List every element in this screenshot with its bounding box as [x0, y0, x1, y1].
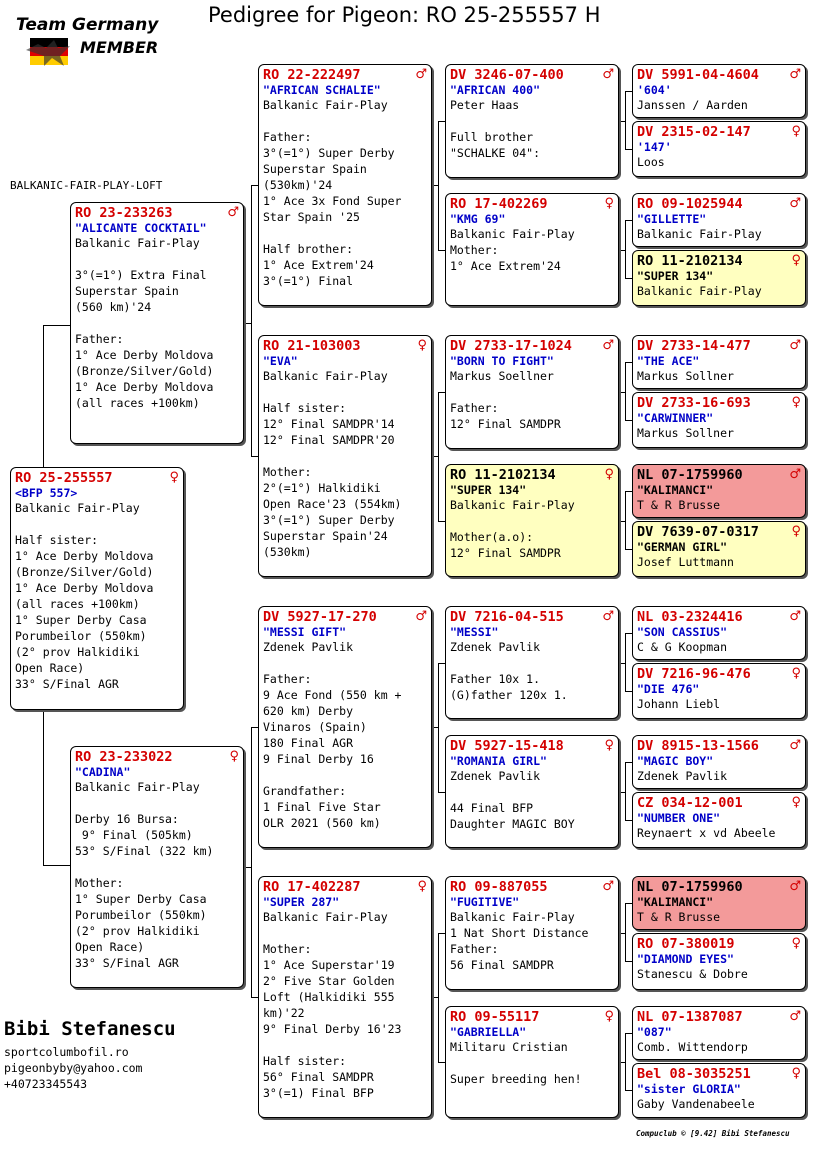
owner: Zdenek Pavlik — [637, 769, 728, 783]
pigeon-name: "KMG 69" — [450, 212, 506, 226]
pigeon-name: "DIAMOND EYES" — [637, 952, 734, 966]
connector-line — [625, 1033, 632, 1034]
ring-number: DV 7639-07-0317 — [637, 524, 759, 540]
pigeon-card-gen5-9 — [632, 606, 806, 660]
pigeon-name: "GERMAN GIRL" — [637, 540, 728, 554]
pigeon-card-dam-sire — [258, 606, 432, 848]
owner: Balkanic Fair-Play — [15, 501, 140, 515]
pigeon-card-gen5-6 — [632, 392, 806, 448]
pigeon-notes: Mother(a.o): 12° Final SAMDPR — [450, 530, 561, 560]
ring-number: RO 25-255557 — [15, 470, 113, 486]
pigeon-notes: Derby 16 Bursa: 9° Final (505km) 53° S/Final (322 km) Mother: 1° Super Derby Casa Porumbeilor (550km) (2° prov Halkidiki Open Race) 33° S/Final AGR — [75, 812, 214, 970]
female-icon: ♀ — [604, 467, 614, 482]
connector-line — [438, 250, 445, 251]
pigeon-notes: 1 Nat Short Distance Father: 56 Final SAMDPR — [450, 926, 589, 972]
male-icon: ♂ — [789, 1009, 801, 1024]
owner: Gaby Vandenabeele — [637, 1097, 755, 1111]
ring-number: CZ 034-12-001 — [637, 795, 743, 811]
connector-line — [625, 362, 632, 363]
pigeon-notes: Half sister: 12° Final SAMDPR'14 12° Final SAMDPR'20 Mother: 2°(=1°) Halkidiki Open Race'23 (554km) 3°(=1°) Super Derby Superstar Spain'24 (530km) — [263, 401, 402, 559]
male-icon: ♂ — [602, 879, 614, 894]
breeder-contact — [4, 1044, 142, 1092]
connector-line — [43, 865, 70, 866]
pigeon-name: "ROMANIA GIRL" — [450, 754, 547, 768]
pigeon-name: "MAGIC BOY" — [637, 754, 714, 768]
connector-line — [251, 185, 258, 186]
connector-line — [625, 549, 632, 550]
pigeon-name: "NUMBER ONE" — [637, 811, 721, 825]
pigeon-name: "MESSI" — [450, 625, 499, 639]
connector-line — [625, 491, 632, 492]
male-icon: ♂ — [415, 67, 427, 82]
pigeon-card-gen5-11 — [632, 735, 806, 789]
pigeon-card-gen5-1 — [632, 64, 806, 118]
male-icon: ♂ — [602, 338, 614, 353]
pigeon-card-gen5-5 — [632, 335, 806, 389]
male-icon: ♂ — [415, 609, 427, 624]
ring-number: DV 7216-96-476 — [637, 666, 751, 682]
ring-number: DV 7216-04-515 — [450, 609, 564, 625]
owner: Zdenek Pavlik — [450, 769, 541, 783]
pigeon-card-sire-sire — [258, 64, 432, 306]
ring-number: RO 22-222497 — [263, 67, 361, 83]
phone-number: +40723345543 — [4, 1077, 88, 1091]
ring-number: DV 2733-14-477 — [637, 338, 751, 354]
ring-number: RO 09-1025944 — [637, 196, 743, 212]
pigeon-notes: Mother: 1° Ace Superstar'19 2° Five Star Golden Loft (Halkidiki 555 km)'22 9° Final Derby 16'23 Half sister: 56° Final SAMDPR 3°(=1) Final BFP — [263, 942, 402, 1100]
team-germany-logo — [14, 14, 174, 70]
female-icon: ♀ — [791, 936, 801, 951]
ring-number: DV 2315-02-147 — [637, 124, 751, 140]
connector-line — [244, 867, 251, 868]
owner: Balkanic Fair-Play — [450, 910, 575, 924]
pigeon-name: "SUPER 287" — [263, 895, 340, 909]
logo-text: MEMBER — [80, 38, 159, 57]
pigeon-name: "SON CASSIUS" — [637, 625, 728, 639]
owner: T & R Brusse — [637, 910, 721, 924]
pigeon-card-gen5-14 — [632, 933, 806, 990]
pigeon-name: '604' — [637, 83, 672, 97]
connector-line — [438, 121, 445, 122]
connector-line — [438, 392, 439, 521]
pigeon-name: "SUPER 134" — [450, 483, 527, 497]
pigeon-notes: Full brother "SCHALKE 04": — [450, 130, 541, 160]
pigeon-card-sss — [445, 64, 619, 178]
connector-line — [625, 91, 626, 149]
ring-number: RO 21-103003 — [263, 338, 361, 354]
ring-number: RO 07-380019 — [637, 936, 735, 952]
connector-line — [43, 325, 44, 467]
male-icon: ♂ — [789, 196, 801, 211]
ring-number: NL 07-1759960 — [637, 467, 743, 483]
page-title: Pedigree for Pigeon: RO 25-255557 H — [208, 3, 601, 27]
pigeon-card-sdd — [445, 464, 619, 577]
male-icon: ♂ — [602, 609, 614, 624]
logo-text: Team Germany — [16, 15, 159, 35]
pigeon-notes: Mother: 1° Ace Extrem'24 — [450, 243, 561, 273]
female-icon: ♀ — [604, 196, 614, 211]
owner: Zdenek Pavlik — [450, 640, 541, 654]
connector-line — [625, 691, 632, 692]
pigeon-name: "CADINA" — [75, 765, 131, 779]
pigeon-notes: 44 Final BFP Daughter MAGIC BOY — [450, 801, 575, 831]
connector-line — [251, 727, 258, 728]
owner: Stanescu & Dobre — [637, 967, 748, 981]
connector-line — [625, 633, 626, 691]
connector-line — [251, 727, 252, 997]
pigeon-notes: Father 10x 1. (G)father 120x 1. — [450, 672, 568, 702]
pigeon-card-dds — [445, 876, 619, 990]
ring-number: DV 3246-07-400 — [450, 67, 564, 83]
owner: Markus Sollner — [637, 369, 734, 383]
pigeon-name: "THE ACE" — [637, 354, 700, 368]
pigeon-name: "087" — [637, 1025, 672, 1039]
connector-line — [625, 420, 632, 421]
connector-line — [438, 933, 439, 1062]
ring-number: RO 09-55117 — [450, 1009, 540, 1025]
owner: Johann Liebl — [637, 697, 721, 711]
connector-line — [43, 710, 44, 865]
connector-line — [43, 325, 70, 326]
owner: Peter Haas — [450, 98, 520, 112]
male-icon: ♂ — [789, 738, 801, 753]
ring-number: NL 07-1387087 — [637, 1009, 743, 1025]
owner: Balkanic Fair-Play — [75, 236, 200, 250]
connector-line — [625, 278, 632, 279]
website-link[interactable]: sportcolumbofil.ro — [4, 1045, 129, 1059]
connector-line — [438, 392, 445, 393]
female-icon: ♀ — [791, 124, 801, 139]
pigeon-card-gen5-13 — [632, 876, 806, 930]
male-icon: ♂ — [227, 205, 239, 220]
pigeon-name: '147' — [637, 140, 672, 154]
male-icon: ♂ — [789, 467, 801, 482]
connector-line — [625, 820, 632, 821]
pigeon-card-gen5-8 — [632, 521, 806, 577]
pigeon-notes: Father: 9 Ace Fond (550 km + 620 km) Derby Vinaros (Spain) 180 Final AGR 9 Final Derby 16 Grandfather: 1 Final Five Star OLR 2021 (560 km) — [263, 672, 402, 830]
owner: Balkanic Fair-Play — [75, 780, 200, 794]
ring-number: RO 09-887055 — [450, 879, 548, 895]
connector-line — [625, 91, 632, 92]
pigeon-card-sire — [70, 202, 244, 444]
female-icon: ♀ — [791, 795, 801, 810]
breeder-name: Bibi Stefanescu — [4, 1018, 176, 1040]
pigeon-name: "sister GLORIA" — [637, 1082, 741, 1096]
pigeon-notes: Half sister: 1° Ace Derby Moldova (Bronze/Silver/Gold) 1° Ace Derby Moldova (all races +100km) 1° Super Derby Casa Porumbeilor (550km) (2° prov Halkidiki Open Race) 33° S/Final AGR — [15, 533, 154, 691]
ring-number: RO 23-233022 — [75, 749, 173, 765]
pigeon-card-gen5-10 — [632, 663, 806, 719]
pigeon-card-gen5-15 — [632, 1006, 806, 1060]
connector-line — [625, 1033, 626, 1090]
pigeon-card-gen5-4 — [632, 250, 806, 306]
ring-number: DV 5991-04-4604 — [637, 67, 759, 83]
owner: Balkanic Fair-Play — [637, 284, 762, 298]
pigeon-card-gen5-12 — [632, 792, 806, 848]
female-icon: ♀ — [791, 666, 801, 681]
female-icon: ♀ — [604, 738, 614, 753]
male-icon: ♂ — [602, 67, 614, 82]
connector-line — [438, 121, 439, 250]
ring-number: RO 17-402269 — [450, 196, 548, 212]
owner: Markus Soellner — [450, 369, 554, 383]
pigeon-card-gen5-3 — [632, 193, 806, 247]
connector-line — [251, 456, 258, 457]
connector-line — [625, 762, 626, 820]
connector-line — [438, 663, 439, 792]
pigeon-notes: 3°(=1°) Extra Final Superstar Spain (560 km)'24 Father: 1° Ace Derby Moldova (Bronze/Silver/Gold) 1° Ace Derby Moldova (all races +100km) — [75, 268, 214, 410]
owner: Balkanic Fair-Play — [263, 910, 388, 924]
ring-number: DV 5927-15-418 — [450, 738, 564, 754]
pigeon-name: "GILLETTE" — [637, 212, 707, 226]
ring-number: RO 17-402287 — [263, 879, 361, 895]
pigeon-card-sire-dam — [258, 335, 432, 577]
pigeon-name: "ALICANTE COCKTAIL" — [75, 221, 207, 235]
pigeon-notes: Super breeding hen! — [450, 1072, 582, 1086]
pigeon-notes: Father: 12° Final SAMDPR — [450, 401, 561, 431]
connector-line — [438, 1062, 445, 1063]
ring-number: RO 23-233263 — [75, 205, 173, 221]
connector-line — [625, 762, 632, 763]
female-icon: ♀ — [791, 253, 801, 268]
pigeon-name: "KALIMANCI" — [637, 483, 714, 497]
ring-number: RO 11-2102134 — [450, 467, 556, 483]
owner: C & G Koopman — [637, 640, 728, 654]
owner: Balkanic Fair-Play — [263, 98, 388, 112]
owner: Reynaert x vd Abeele — [637, 826, 776, 840]
connector-line — [438, 792, 445, 793]
owner: T & R Brusse — [637, 498, 721, 512]
connector-line — [625, 903, 632, 904]
pigeon-card-dsd — [445, 735, 619, 848]
email-link[interactable]: pigeonbyby@yahoo.com — [4, 1061, 143, 1075]
female-icon: ♀ — [169, 470, 179, 485]
owner: Balkanic Fair-Play — [637, 227, 762, 241]
pigeon-card-ssd — [445, 193, 619, 306]
female-icon: ♀ — [604, 1009, 614, 1024]
connector-line — [625, 1090, 632, 1091]
owner: Markus Sollner — [637, 426, 734, 440]
ring-number: DV 2733-16-693 — [637, 395, 751, 411]
pigeon-card-sds — [445, 335, 619, 449]
owner: Josef Luttmann — [637, 555, 734, 569]
pigeon-card-dam-dam — [258, 876, 432, 1118]
female-icon: ♀ — [229, 749, 239, 764]
owner: Balkanic Fair-Play — [450, 498, 575, 512]
pigeon-name: "DIE 476" — [637, 682, 700, 696]
pigeon-name: "AFRICAN 400" — [450, 83, 541, 97]
owner: Zdenek Pavlik — [263, 640, 354, 654]
connector-line — [625, 149, 632, 150]
pigeon-card-gen5-16 — [632, 1063, 806, 1118]
connector-line — [438, 933, 445, 934]
pigeon-card-subject — [10, 467, 184, 710]
connector-line — [438, 521, 445, 522]
ring-number: DV 2733-17-1024 — [450, 338, 572, 354]
owner: Balkanic Fair-Play — [263, 369, 388, 383]
pigeon-card-dam — [70, 746, 244, 988]
pigeon-name: <BFP 557> — [15, 486, 78, 500]
owner: Comb. Wittendorp — [637, 1040, 748, 1054]
owner: Balkanic Fair-Play — [450, 227, 575, 241]
ring-number: NL 03-2324416 — [637, 609, 743, 625]
owner: Loos — [637, 155, 665, 169]
pigeon-notes: Father: 3°(=1°) Super Derby Superstar Spain (530km)'24 1° Ace 3x Fond Super Star Spain '25 Half brother: 1° Ace Extrem'24 3°(=1°) Final — [263, 130, 402, 288]
ring-number: DV 5927-17-270 — [263, 609, 377, 625]
ring-number: DV 8915-13-1566 — [637, 738, 759, 754]
pigeon-name: "EVA" — [263, 354, 298, 368]
connector-line — [251, 997, 258, 998]
owner: Janssen / Aarden — [637, 98, 748, 112]
ring-number: RO 11-2102134 — [637, 253, 743, 269]
male-icon: ♂ — [789, 338, 801, 353]
female-icon: ♀ — [417, 338, 427, 353]
owner: Militaru Cristian — [450, 1040, 568, 1054]
connector-line — [438, 663, 445, 664]
pigeon-name: "BORN TO FIGHT" — [450, 354, 554, 368]
ring-number: Bel 08-3035251 — [637, 1066, 751, 1082]
ring-number: NL 07-1759960 — [637, 879, 743, 895]
connector-line — [625, 220, 626, 278]
connector-line — [251, 185, 252, 456]
connector-line — [625, 633, 632, 634]
male-icon: ♂ — [789, 879, 801, 894]
pigeon-name: "KALIMANCI" — [637, 895, 714, 909]
pigeon-card-dss — [445, 606, 619, 719]
pigeon-card-gen5-2 — [632, 121, 806, 177]
pigeon-name: "CARWINNER" — [637, 411, 714, 425]
female-icon: ♀ — [791, 524, 801, 539]
pigeon-name: "SUPER 134" — [637, 269, 714, 283]
footer-credit: Compuclub © [9.42] Bibi Stefanescu — [636, 1129, 790, 1138]
pigeon-name: "MESSI GIFT" — [263, 625, 347, 639]
pigeon-name: "GABRIELLA" — [450, 1025, 527, 1039]
connector-line — [625, 362, 626, 420]
connector-line — [625, 903, 626, 961]
male-icon: ♂ — [789, 67, 801, 82]
connector-line — [625, 961, 632, 962]
pigeon-card-gen5-7 — [632, 464, 806, 518]
connector-line — [625, 220, 632, 221]
loft-name: BALKANIC-FAIR-PLAY-LOFT — [10, 179, 163, 192]
male-icon: ♂ — [789, 609, 801, 624]
pigeon-name: "FUGITIVE" — [450, 895, 520, 909]
female-icon: ♀ — [791, 1066, 801, 1081]
pigeon-name: "AFRICAN SCHALIE" — [263, 83, 381, 97]
connector-line — [244, 323, 251, 324]
eagle-flag-icon — [24, 36, 72, 68]
female-icon: ♀ — [417, 879, 427, 894]
connector-line — [625, 491, 626, 549]
pigeon-card-ddd — [445, 1006, 619, 1118]
female-icon: ♀ — [791, 395, 801, 410]
